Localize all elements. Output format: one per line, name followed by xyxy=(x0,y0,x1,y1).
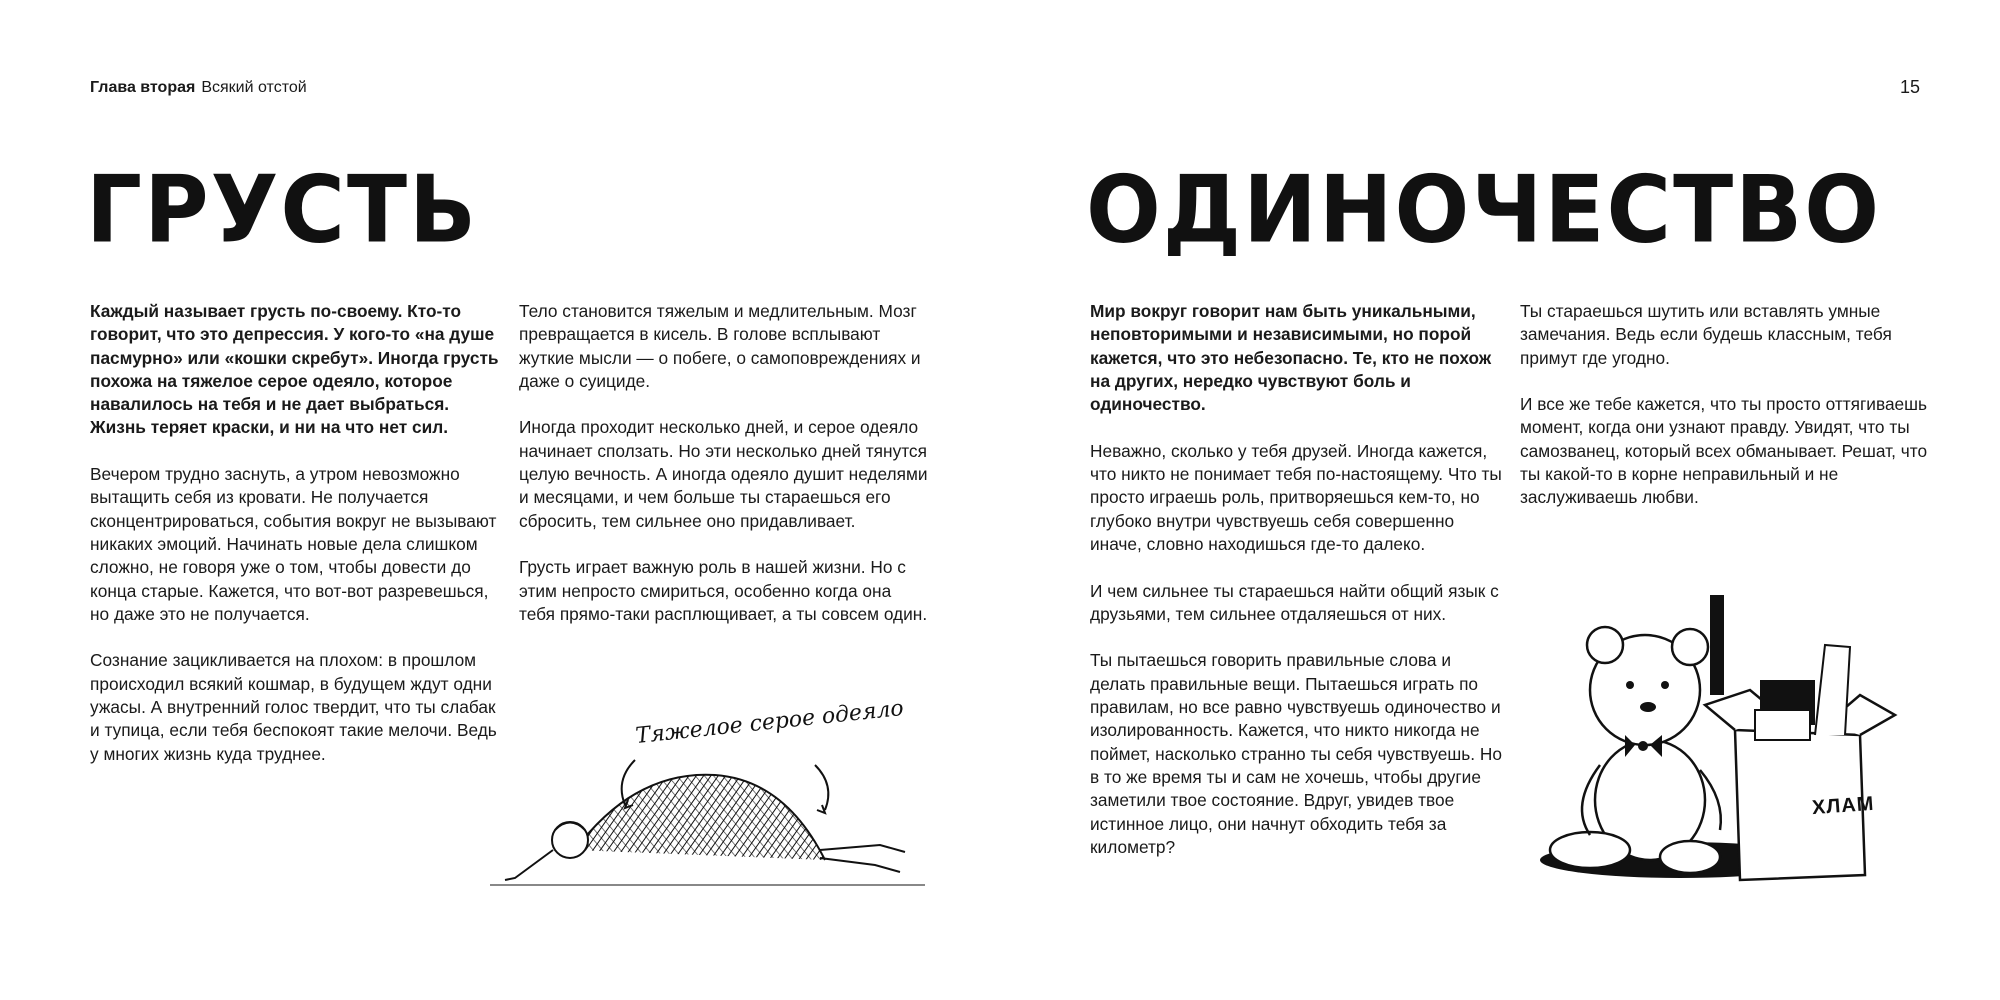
paragraph: Неважно, сколько у тебя друзей. Иногда кажется, что никто не понимает тебя по-настоящему. Что ты просто играешь роль, притворяешься кем-то, но глубоко внутри чувствуешь себя совершенно иначе, словно находишься где-то далеко. xyxy=(1090,440,1502,554)
running-header xyxy=(90,79,307,97)
paragraph: Сознание зацикливается на плохом: в прошлом происходил всякий кошмар, в будущем ждут одни ужасы. А внутренний голос твердит, что ты слабак и тупица, если тебя беспокоят такие мелочи. Ведь у многих жизнь куда труднее. xyxy=(90,650,497,764)
paragraph: И все же тебе кажется, что ты просто оттягиваешь момент, когда они узнают правду. Увидят, что ты самозванец, который всех обманывает. Решат, что ты какой-то в корне неправильный и не заслуживаешь любви. xyxy=(1520,394,1928,508)
title-loneliness: ОДИНОЧЕСТВО xyxy=(1086,155,1882,264)
sadness-column-2 xyxy=(519,300,929,649)
paragraph: Ты пытаешься говорить правильные слова и делать правильные вещи. Пытаешься играть по правилам, но все равно чувствуешь одиночество и изолированность. Кажется, что никто никогда не поймет, насколько странно ты себя чувствуешь. Но в то же время ты и сам не хочешь, чтобы другие заметили твое состояние. Вдруг, увидев твое истинное лицо, они начнут обходить тебя за километр? xyxy=(1090,650,1502,857)
loneliness-lead: Мир вокруг говорит нам быть уникальными, неповторимыми и независимыми, но порой кажется, что это небезопасно. Те, кто не похож на других, нередко чувствуют боль и одиночество. xyxy=(1090,301,1492,415)
paragraph: Ты стараешься шутить или вставлять умные замечания. Ведь если будешь классным, тебя примут где угодно. xyxy=(1520,301,1892,368)
paragraph: Иногда проходит несколько дней, и серое одеяло начинает сползать. Но эти несколько дней тянутся целую вечность. А иногда одеяло душит неделями и месяцами, и чем больше ты стараешься его сбросить, тем сильнее оно придавливает. xyxy=(519,417,928,531)
page-number: 15 xyxy=(1899,77,1920,97)
blanket-illustration xyxy=(485,695,935,900)
blanket-caption: Тяжелое серое одеяло xyxy=(634,695,905,750)
sadness-column-1 xyxy=(90,300,500,789)
title-sadness: ГРУСТЬ xyxy=(86,155,479,264)
paragraph: Грусть играет важную роль в нашей жизни. Но с этим непросто смириться, особенно когда она тебя прямо-таки расплющивает, а ты совсем один. xyxy=(519,557,928,624)
loneliness-column-1 xyxy=(1090,300,1502,882)
section-label: Всякий отстой xyxy=(201,79,307,96)
sadness-lead: Каждый называет грусть по-своему. Кто-то говорит, что это депрессия. У кого-то «на душе пасмурно» или «кошки скребут». Иногда грусть похожа на тяжелое серое одеяло, которое навалилось на тебя и не дает выбраться. Жизнь теряет краски, и ни на что нет сил. xyxy=(90,301,499,438)
paragraph: Вечером трудно заснуть, а утром невозможно вытащить себя из кровати. Не получается сконцентрироваться, события вокруг не вызывают никаких эмоций. Начинать новые дела слишком сложно, не говоря уже о том, чтобы довести до конца старые. Кажется, что вот-вот разревешься, но даже это не получается. xyxy=(90,464,497,624)
paragraph: И чем сильнее ты стараешься найти общий язык с друзьями, тем сильнее отдаляешься от них. xyxy=(1090,580,1499,624)
bear-box-drawing xyxy=(1530,585,1910,895)
loneliness-column-2 xyxy=(1520,300,1930,533)
chapter-label: Глава вторая xyxy=(90,79,196,96)
paragraph: Тело становится тяжелым и медлительным. Мозг превращается в кисель. В голове всплывают жуткие мысли — о побеге, о самоповреждениях и даже о суициде. xyxy=(519,301,921,391)
box-label: ХЛАМ xyxy=(1811,792,1876,820)
bear-box-illustration xyxy=(1530,585,1910,895)
